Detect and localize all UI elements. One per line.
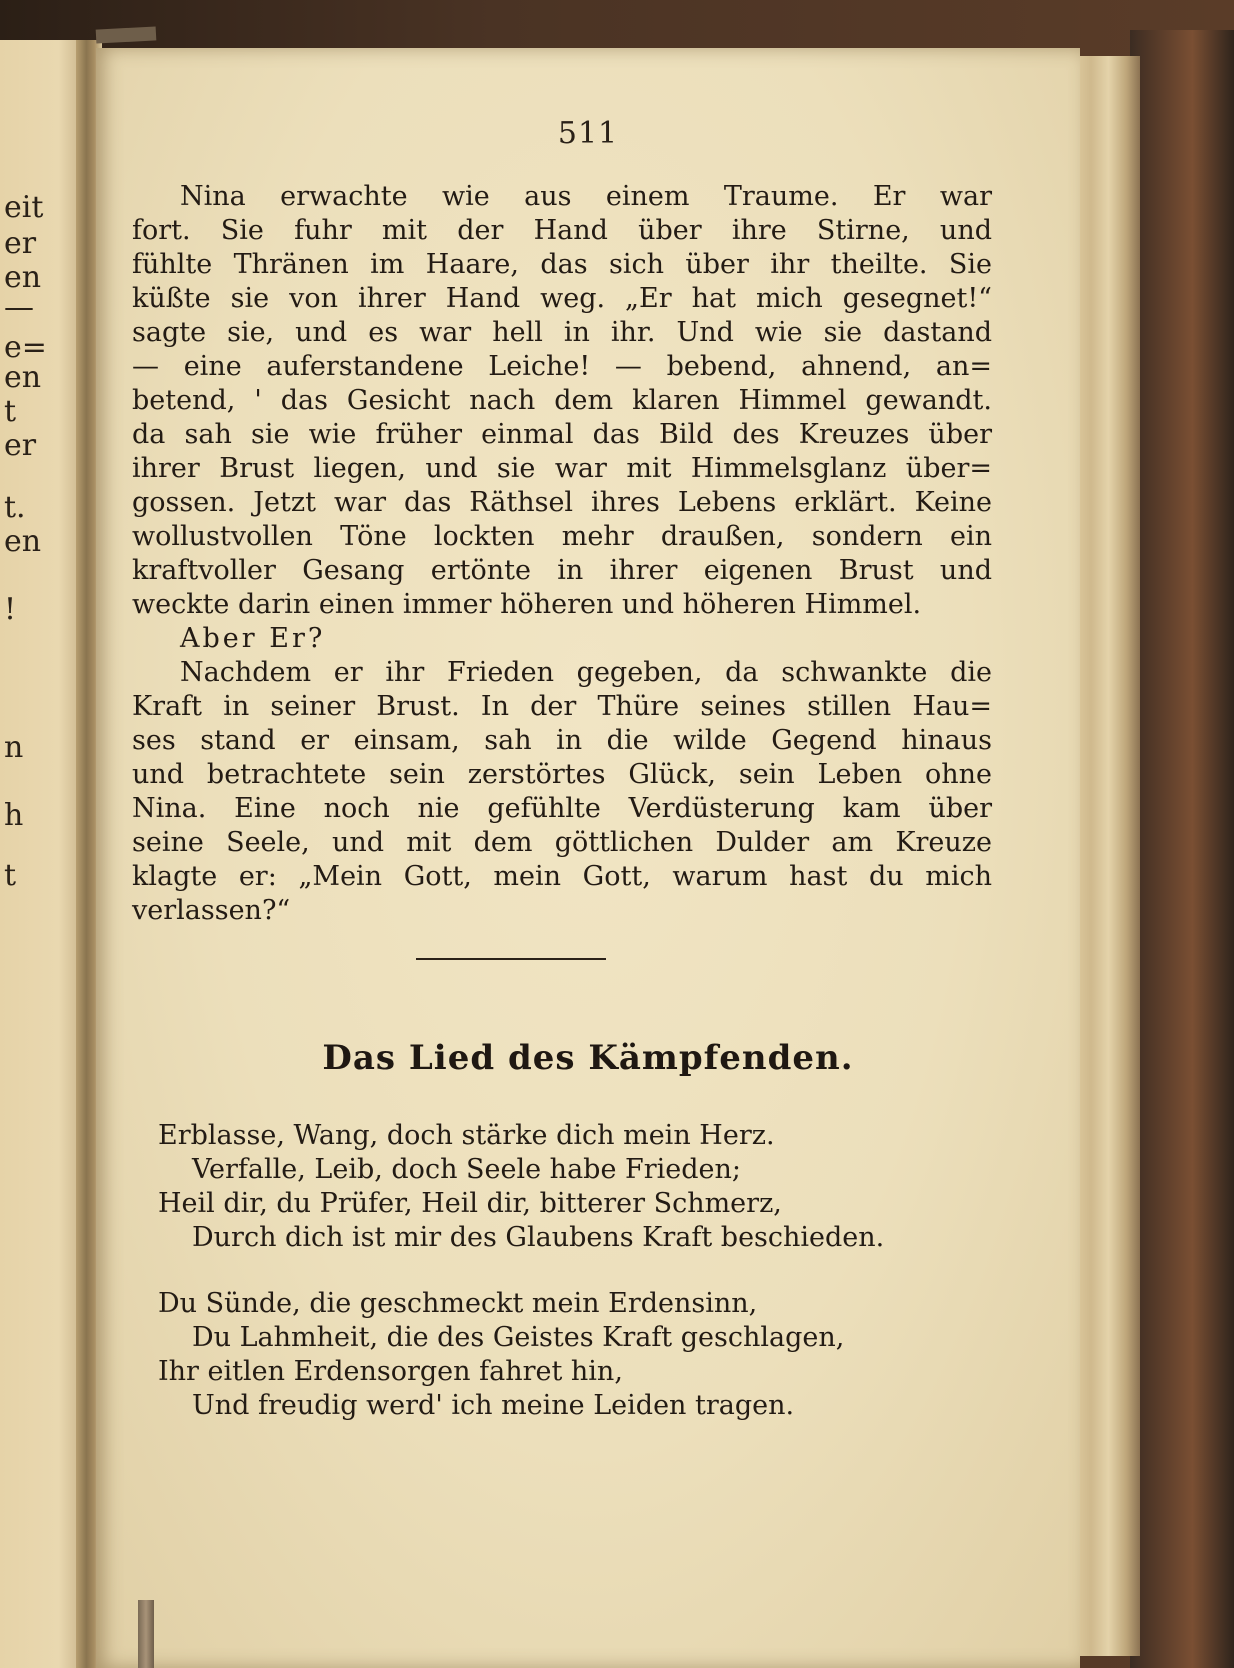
left-fragment: ! [4, 592, 17, 627]
poem-verse: Du Lahmheit, die des Geistes Kraft geschlagen, [192, 1322, 845, 1353]
binding-thread [96, 26, 157, 43]
left-fragment: t [4, 858, 17, 893]
left-fragment: n [4, 730, 24, 765]
prose-line: kraftvoller Gesang ertönte in ihrer eigenen Brust und [132, 555, 992, 586]
prose-line: Nina. Eine noch nie gefühlte Verdüsterung kam über [132, 793, 992, 824]
prose-line: betend, ' das Gesicht nach dem klaren Himmel gewandt. [132, 385, 992, 416]
prose-line: fort. Sie fuhr mit der Hand über ihre Stirne, und [132, 215, 992, 246]
left-fragment: en [4, 260, 42, 295]
prose-line: seine Seele, und mit dem göttlichen Dulder am Kreuze [132, 827, 992, 858]
prose-line: sagte sie, und es war hell in ihr. Und wie sie dastand [132, 317, 992, 348]
poem-title: Das Lied des Kämpfenden. [322, 1038, 854, 1078]
prose-line: und betrachtete sein zerstörtes Glück, sein Leben ohne [132, 759, 992, 790]
page-number: 511 [557, 116, 619, 151]
left-fragment: t. [4, 490, 26, 525]
poem-verse: Du Sünde, die geschmeckt mein Erdensinn, [158, 1288, 758, 1319]
prose-line: gossen. Jetzt war das Räthsel ihres Lebens erklärt. Keine [132, 487, 992, 518]
poem-verse: Ihr eitlen Erdensorgen fahret hin, [158, 1356, 623, 1387]
prose-line: verlassen?“ [132, 895, 291, 926]
poem-verse: Und freudig werd' ich meine Leiden tragen. [192, 1390, 795, 1421]
prose-line: Aber Er? [180, 623, 326, 654]
prose-line: da sah sie wie früher einmal das Bild des Kreuzes über [132, 419, 992, 450]
prose-line: — eine auferstandene Leiche! — bebend, ahnend, an= [132, 351, 992, 382]
prose-line: Nachdem er ihr Frieden gegeben, da schwankte die [180, 657, 992, 688]
prose-line: klagte er: „Mein Gott, mein Gott, warum hast du mich [132, 861, 992, 892]
prose-line: fühlte Thränen im Haare, das sich über ihr theilte. Sie [132, 249, 992, 280]
poem-verse: Durch dich ist mir des Glaubens Kraft beschieden. [192, 1222, 885, 1253]
page [96, 48, 1080, 1668]
page-stack-edge [1070, 56, 1140, 1656]
left-fragment: — [4, 290, 34, 325]
poem-verse: Heil dir, du Prüfer, Heil dir, bitterer Schmerz, [158, 1188, 782, 1219]
left-fragment: er [4, 226, 37, 261]
left-fragment: eit [4, 190, 44, 225]
prose-line: Nina erwachte wie aus einem Traume. Er war [180, 181, 992, 212]
poem-verse: Erblasse, Wang, doch stärke dich mein Herz. [158, 1120, 775, 1151]
prose-line: weckte darin einen immer höheren und höheren Himmel. [132, 589, 922, 620]
left-fragment: en [4, 524, 42, 559]
left-fragment: e= [4, 330, 47, 365]
left-fragment: h [4, 798, 24, 833]
bookmark-ribbon [138, 1600, 154, 1668]
prose-line: Kraft in seiner Brust. In der Thüre seines stillen Hau= [132, 691, 992, 722]
prose-line: ihrer Brust liegen, und sie war mit Himmelsglanz über= [132, 453, 992, 484]
prose-line: ses stand er einsam, sah in die wilde Gegend hinaus [132, 725, 992, 756]
left-fragment: t [4, 394, 17, 429]
prose-line: wollustvollen Töne lockten mehr draußen, sondern ein [132, 521, 992, 552]
prose-line: küßte sie von ihrer Hand weg. „Er hat mich gesegnet!“ [132, 283, 992, 314]
left-fragment: en [4, 360, 42, 395]
cover-edge [1130, 30, 1234, 1668]
poem-verse: Verfalle, Leib, doch Seele habe Frieden; [192, 1154, 742, 1185]
left-page-edge [0, 40, 84, 1668]
section-divider [416, 958, 606, 960]
left-fragment: er [4, 428, 37, 463]
